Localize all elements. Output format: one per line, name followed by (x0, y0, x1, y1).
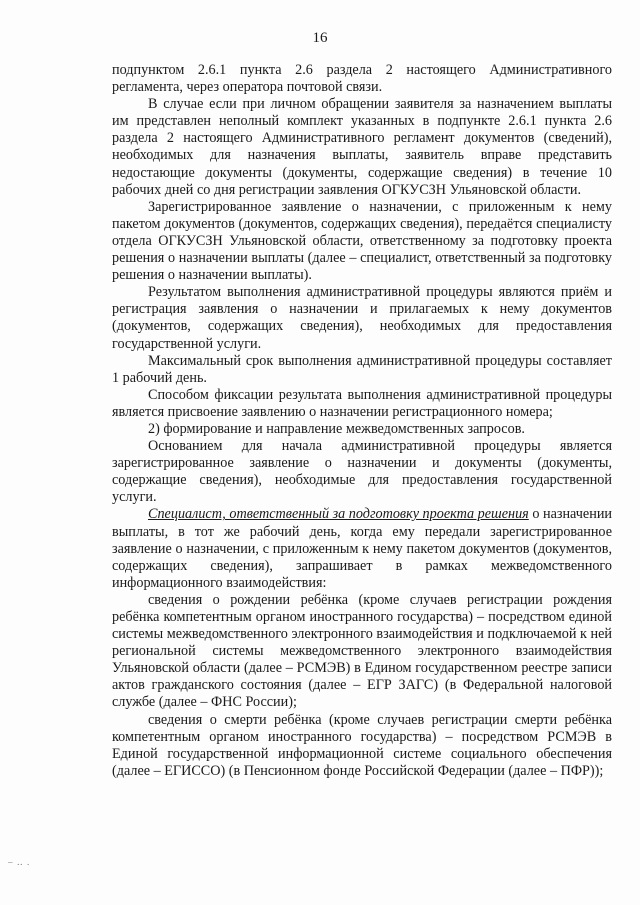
paragraph-procedure-basis: Основанием для начала административной процедуры является зарегистрированное заявление о назначении и документы (документы, содержащие сведения), необходимые для предоставления государственной услуги. (112, 438, 612, 506)
paragraph-birth-info: сведения о рождении ребёнка (кроме случаев регистрации рождения ребёнка компетентным органом иностранного государства) – посредством единой системы межведомственного электронного взаимодействия и подключаемой к ней региональной системы межведомственного электронного взаимодействия Ульяновской области (далее – РСМЭВ) в Едином государственном реестре записи актов гражданского состояния (далее – ЕГР ЗАГС) (в Федеральной налоговой службе (далее – ФНС России); (112, 591, 612, 711)
paragraph-continuation: подпунктом 2.6.1 пункта 2.6 раздела 2 настоящего Административного регламента, через оператора почтовой связи. (112, 62, 612, 96)
paragraph-specialist-requests (112, 506, 612, 591)
specialist-requests-text: о назначении выплаты, в тот же рабочий день, когда ему передали зарегистрированное заявление о назначении, с приложенным к нему пакетом документов (документов, содержащих сведения), запрашивает в рамках межведомственного информационного взаимодействия: (112, 506, 612, 591)
page-number: 16 (312, 30, 328, 46)
paragraph-registered-application: Зарегистрированное заявление о назначении, с приложенным к нему пакетом документов (документов, содержащих сведения), передаётся специалисту отдела ОГКУСЗН Ульяновской области, ответственному за подготовку проекта решения о назначении выплаты (далее – специалист, ответственный за подготовку решения о назначении выплаты). (112, 198, 612, 284)
paragraph-interagency-requests-heading: 2) формирование и направление межведомственных запросов. (148, 420, 525, 437)
paragraph-death-info: сведения о смерти ребёнка (кроме случаев регистрации смерти ребёнка компетентным органом иностранного государства) – посредством РСМЭВ в Единой государственной информационной системе социального обеспечения (далее – ЕГИССО) (в Пенсионном фонде Российской Федерации (далее – ПФР)); (112, 711, 612, 779)
document-body (112, 62, 612, 780)
specialist-emphasis: Специалист, ответственный за подготовку проекта решения (148, 506, 529, 523)
paragraph-incomplete-documents: В случае если при личном обращении заявителя за назначением выплаты им представлен неполный комплект указанных в подпункте 2.6.1 пункта 2.6 раздела 2 настоящего Административного регламент документов (сведений), необходимых для назначения выплаты, заявитель вправе представить недостающие документы (документы, содержащие сведения) в течение 10 рабочих дней со дня регистрации заявления ОГКУСЗН Ульяновской области. (112, 96, 612, 198)
paragraph-fixation-method: Способом фиксации результата выполнения административной процедуры является присвоение заявлению о назначении регистрационного номера; (112, 386, 612, 420)
scan-artifact: ‒ ‥ . (8, 857, 31, 867)
paragraph-max-duration: Максимальный срок выполнения административной процедуры составляет 1 рабочий день. (112, 352, 612, 386)
paragraph-procedure-result: Результатом выполнения административной процедуры являются приём и регистрация заявления о назначении и прилагаемых к нему документов (документов, содержащих сведения), необходимых для предоставления государственной услуги. (112, 284, 612, 352)
